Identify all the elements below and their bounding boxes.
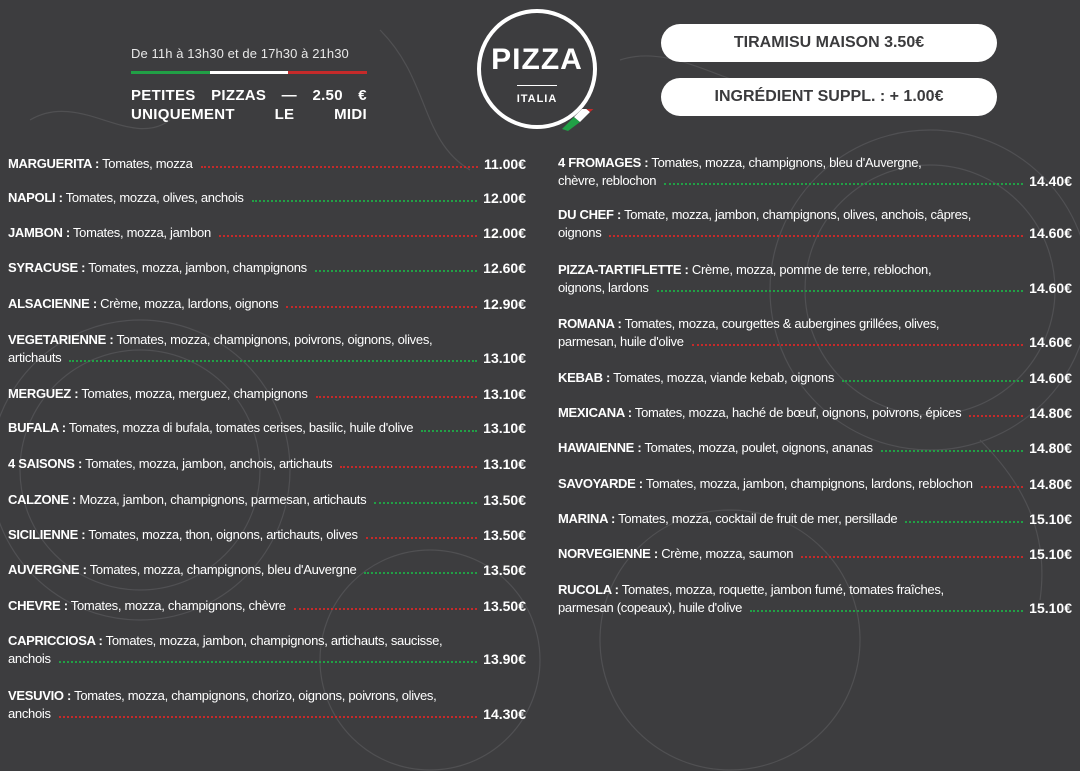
dotted-leader (366, 537, 478, 539)
dotted-leader (340, 466, 477, 468)
offer-word: LE (274, 106, 295, 123)
dotted-leader (219, 235, 477, 237)
menu-item (558, 404, 1072, 422)
opening-hours: De 11h à 13h30 et de 17h30 à 21h30 (131, 46, 349, 61)
menu-item (558, 315, 1072, 351)
item-price: 15.10€ (1029, 546, 1072, 562)
offer-word: PETITES (131, 87, 196, 104)
item-price: 12.90€ (483, 296, 526, 312)
item-description: Tomates, mozza, haché de bœuf, oignons, poivrons, épices (634, 405, 962, 420)
dotted-leader (905, 521, 1023, 523)
item-description-continued: parmesan (copeaux), huile d'olive (558, 600, 743, 615)
item-price: 14.80€ (1029, 476, 1072, 492)
menu-item (8, 155, 526, 173)
menu-item (8, 455, 526, 473)
item-description: Tomates, mozza, champignons, bleu d'Auvergne, (651, 155, 922, 170)
item-name: MEXICANA : (558, 405, 632, 420)
item-description: Tomates, mozza, jambon, champignons (88, 260, 307, 275)
menu-item (8, 385, 526, 403)
dotted-leader (881, 450, 1023, 452)
item-name: RUCOLA : (558, 582, 619, 597)
item-name: AUVERGNE : (8, 562, 87, 577)
dotted-leader (664, 183, 1023, 185)
item-name: MARINA : (558, 511, 616, 526)
item-description-continued: chèvre, reblochon (558, 173, 657, 188)
item-price: 12.60€ (483, 260, 526, 276)
logo-flag-ribbon (560, 109, 604, 131)
item-price: 14.60€ (1029, 370, 1072, 386)
offer-word: PIZZAS (211, 87, 267, 104)
item-name: MERGUEZ : (8, 386, 79, 401)
item-price: 13.50€ (483, 527, 526, 543)
item-name: CAPRICCIOSA : (8, 633, 103, 648)
item-name: DU CHEF : (558, 207, 622, 222)
item-name: CALZONE : (8, 492, 77, 507)
item-name: SYRACUSE : (8, 260, 86, 275)
item-description: Tomates, mozza, jambon, anchois, artichauts (85, 456, 333, 471)
menu-item (8, 597, 526, 615)
menu-item (8, 632, 526, 668)
dotted-leader (201, 166, 478, 168)
dotted-leader (609, 235, 1023, 237)
menu-item (8, 561, 526, 579)
item-description: Tomates, mozza di bufala, tomates cerises, basilic, huile d'olive (68, 420, 414, 435)
small-pizzas-line-2 (131, 105, 367, 124)
menu-item (8, 491, 526, 509)
item-description-continued: anchois (8, 651, 51, 666)
item-description: Tomates, mozza, poulet, oignons, ananas (644, 440, 873, 455)
menu-item (558, 154, 1072, 190)
item-name: VESUVIO : (8, 688, 72, 703)
small-pizzas-offer (131, 86, 367, 124)
dotted-leader (252, 200, 478, 202)
item-price: 15.10€ (1029, 511, 1072, 527)
item-description-continued: oignons, lardons (558, 280, 649, 295)
menu-item (8, 224, 526, 242)
item-name: SICILIENNE : (8, 527, 86, 542)
item-price: 14.40€ (1029, 173, 1072, 189)
item-price: 14.80€ (1029, 440, 1072, 456)
item-price: 14.60€ (1029, 280, 1072, 296)
item-price: 13.50€ (483, 598, 526, 614)
dotted-leader (692, 344, 1024, 346)
dotted-leader (316, 396, 478, 398)
tiramisu-badge: TIRAMISU MAISON 3.50€ (661, 24, 997, 62)
item-description: Tomates, mozza, courgettes & aubergines grillées, olives, (624, 316, 940, 331)
item-name: ALSACIENNE : (8, 296, 97, 311)
item-price: 14.80€ (1029, 405, 1072, 421)
offer-word: MIDI (334, 106, 367, 123)
item-name: 4 FROMAGES : (558, 155, 649, 170)
item-description-continued: oignons (558, 225, 602, 240)
item-price: 14.60€ (1029, 225, 1072, 241)
item-description-continued: parmesan, huile d'olive (558, 334, 684, 349)
item-name: JAMBON : (8, 225, 70, 240)
dotted-leader (69, 360, 477, 362)
offer-word: 2.50 (312, 87, 343, 104)
menu-item (558, 206, 1072, 242)
item-description: Tomates, mozza, thon, oignons, artichauts, olives (88, 527, 358, 542)
item-name: KEBAB : (558, 370, 611, 385)
menu-item (8, 526, 526, 544)
item-name: MARGUERITA : (8, 156, 99, 171)
item-description: Tomates, mozza, roquette, jambon fumé, tomates fraîches, (621, 582, 944, 597)
small-pizzas-line-1 (131, 86, 367, 105)
menu-item (558, 475, 1072, 493)
menu-item (558, 545, 1072, 563)
menu-item (8, 687, 526, 723)
item-price: 14.60€ (1029, 334, 1072, 350)
item-price: 13.10€ (483, 350, 526, 366)
item-name: HAWAIENNE : (558, 440, 642, 455)
item-description: Tomates, mozza, champignons, bleu d'Auvergne (89, 562, 357, 577)
dotted-leader (801, 556, 1023, 558)
item-description: Mozza, jambon, champignons, parmesan, artichauts (79, 492, 367, 507)
dotted-leader (969, 415, 1023, 417)
item-name: SAVOYARDE : (558, 476, 643, 491)
item-price: 13.50€ (483, 492, 526, 508)
item-price: 13.90€ (483, 651, 526, 667)
item-description: Tomate, mozza, jambon, champignons, olives, anchois, câpres, (624, 207, 972, 222)
logo-subtitle: ITALIA (516, 93, 558, 105)
menu-item (558, 439, 1072, 457)
dotted-leader (657, 290, 1024, 292)
dotted-leader (842, 380, 1023, 382)
item-description: Tomates, mozza, jambon (72, 225, 211, 240)
item-price: 14.30€ (483, 706, 526, 722)
menu-item (558, 369, 1072, 387)
item-name: VEGETARIENNE : (8, 332, 114, 347)
menu-item (558, 261, 1072, 297)
dotted-leader (286, 306, 477, 308)
item-description: Tomates, mozza, champignons, poivrons, oignons, olives, (116, 332, 433, 347)
menu-item (558, 510, 1072, 528)
logo-word: PIZZA (491, 43, 583, 76)
item-description: Crème, mozza, lardons, oignons (100, 296, 279, 311)
item-description: Tomates, mozza, olives, anchois (65, 190, 244, 205)
offer-word: — (281, 87, 297, 104)
dotted-leader (374, 502, 477, 504)
logo-divider (517, 85, 557, 86)
menu-item (558, 581, 1072, 617)
item-name: 4 SAISONS : (8, 456, 82, 471)
menu-item (8, 189, 526, 207)
item-description: Tomates, mozza, champignons, chorizo, oignons, poivrons, olives, (74, 688, 437, 703)
dotted-leader (315, 270, 477, 272)
dotted-leader (421, 430, 477, 432)
item-name: PIZZA-TARTIFLETTE : (558, 262, 689, 277)
offer-word: UNIQUEMENT (131, 106, 235, 123)
dotted-leader (294, 608, 477, 610)
pizza-italia-logo (477, 9, 603, 135)
item-price: 13.10€ (483, 456, 526, 472)
item-price: 13.10€ (483, 386, 526, 402)
dotted-leader (59, 661, 477, 663)
menu-item (8, 295, 526, 313)
dotted-leader (364, 572, 477, 574)
item-price: 15.10€ (1029, 600, 1072, 616)
item-price: 13.50€ (483, 562, 526, 578)
menu-item (8, 331, 526, 367)
item-description: Crème, mozza, pomme de terre, reblochon, (691, 262, 932, 277)
item-name: CHEVRE : (8, 598, 68, 613)
item-description-continued: anchois (8, 706, 51, 721)
offer-word: € (358, 87, 367, 104)
item-description-continued: artichauts (8, 350, 62, 365)
menu-item (8, 259, 526, 277)
item-name: NORVEGIENNE : (558, 546, 658, 561)
item-description: Tomates, mozza, jambon, champignons, artichauts, saucisse, (105, 633, 443, 648)
menu-item (8, 419, 526, 437)
extra-ingredient-badge: INGRÉDIENT SUPPL. : + 1.00€ (661, 78, 997, 116)
item-price: 11.00€ (483, 156, 526, 172)
item-price: 13.10€ (483, 420, 526, 436)
item-description: Crème, mozza, saumon (661, 546, 794, 561)
item-description: Tomates, mozza (102, 156, 193, 171)
item-name: ROMANA : (558, 316, 622, 331)
item-description: Tomates, mozza, viande kebab, oignons (613, 370, 835, 385)
item-description: Tomates, mozza, cocktail de fruit de mer, persillade (618, 511, 898, 526)
item-description: Tomates, mozza, champignons, chèvre (70, 598, 286, 613)
item-name: BUFALA : (8, 420, 66, 435)
item-description: Tomates, mozza, merguez, champignons (81, 386, 308, 401)
item-price: 12.00€ (483, 225, 526, 241)
item-name: NAPOLI : (8, 190, 63, 205)
item-description: Tomates, mozza, jambon, champignons, lardons, reblochon (645, 476, 973, 491)
italian-flag-stripe (131, 71, 367, 74)
dotted-leader (981, 486, 1024, 488)
dotted-leader (59, 716, 477, 718)
item-price: 12.00€ (483, 190, 526, 206)
dotted-leader (750, 610, 1023, 612)
